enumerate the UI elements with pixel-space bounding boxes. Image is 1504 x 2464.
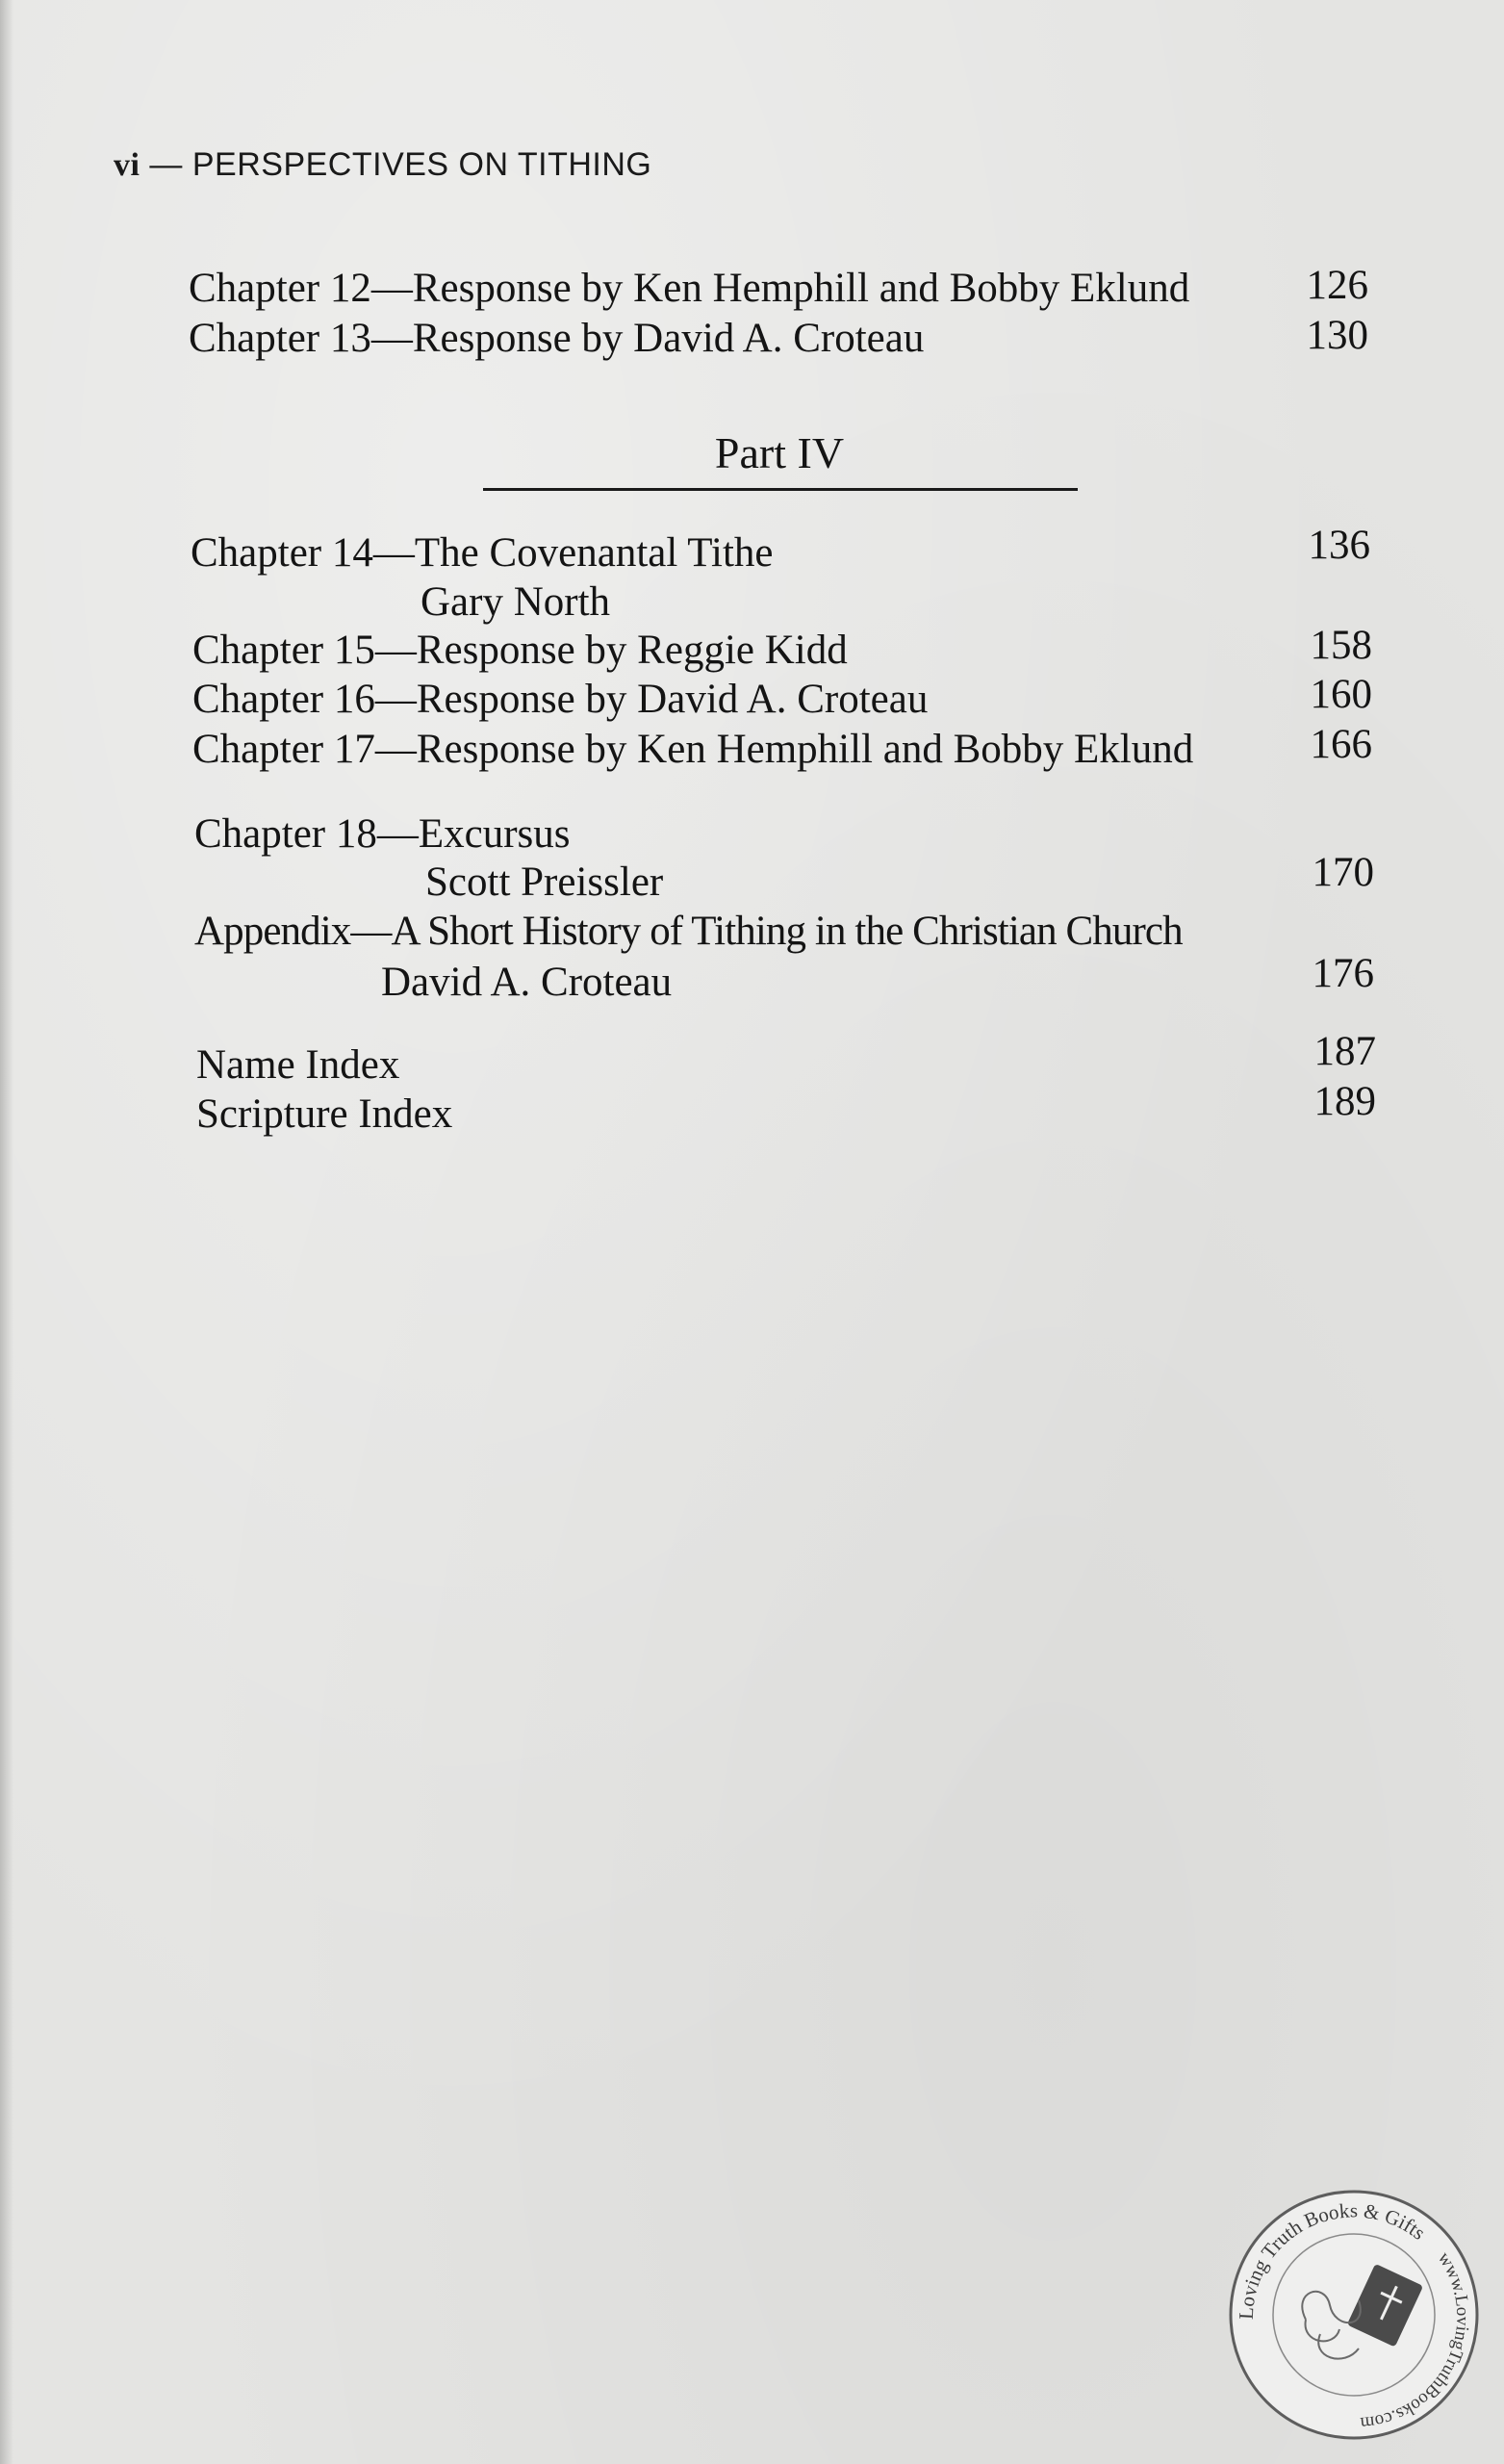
toc-page-appendix: 176 (1312, 951, 1374, 996)
toc-entry-ch15: Chapter 15—Response by Reggie Kidd (192, 628, 848, 673)
toc-entry-name-index: Name Index (196, 1042, 400, 1088)
page-edge-shadow (0, 0, 13, 2464)
toc-author-ch18: Scott Preissler (425, 860, 664, 905)
seal-top-text: Loving Truth Books & Gifts (1234, 2198, 1430, 2321)
toc-entry-ch17: Chapter 17—Response by Ken Hemphill and Bobby Eklund (192, 727, 1194, 772)
toc-page-name-index: 187 (1313, 1029, 1376, 1074)
part-heading-rule (483, 488, 1078, 491)
toc-page-ch18: 170 (1312, 850, 1374, 895)
toc-author-ch14: Gary North (421, 579, 611, 625)
toc-entry-ch16: Chapter 16—Response by David A. Croteau (192, 677, 929, 722)
running-head-separator: — (140, 146, 192, 183)
toc-entry-ch18: Chapter 18—Excursus (194, 811, 571, 857)
toc-page-ch17: 166 (1310, 722, 1372, 767)
part-heading: Part IV (714, 428, 845, 477)
toc-page-ch14: 136 (1308, 523, 1370, 568)
toc-entry-appendix: Appendix—A Short History of Tithing in the Christian Church (194, 909, 1183, 954)
toc-entry-scripture-index: Scripture Index (196, 1091, 453, 1137)
running-head (114, 146, 651, 184)
bookstore-watermark-seal (1214, 2175, 1493, 2454)
page-folio: vi (114, 147, 140, 183)
toc-author-appendix: David A. Croteau (381, 960, 673, 1005)
toc-page-ch12: 126 (1306, 263, 1368, 308)
seal-side-text: www.LovingTruthBooks.com (1359, 2248, 1473, 2434)
toc-page-ch15: 158 (1310, 623, 1372, 668)
toc-page-scripture-index: 189 (1313, 1079, 1376, 1124)
toc-page-ch13: 130 (1306, 313, 1368, 358)
toc-entry-ch13: Chapter 13—Response by David A. Croteau (189, 316, 925, 361)
toc-page-ch16: 160 (1310, 672, 1372, 717)
toc-entry-ch14: Chapter 14—The Covenantal Tithe (191, 530, 774, 576)
toc-entry-ch12: Chapter 12—Response by Ken Hemphill and Bobby Eklund (189, 266, 1190, 311)
running-head-title: PERSPECTIVES ON TITHING (191, 146, 652, 183)
